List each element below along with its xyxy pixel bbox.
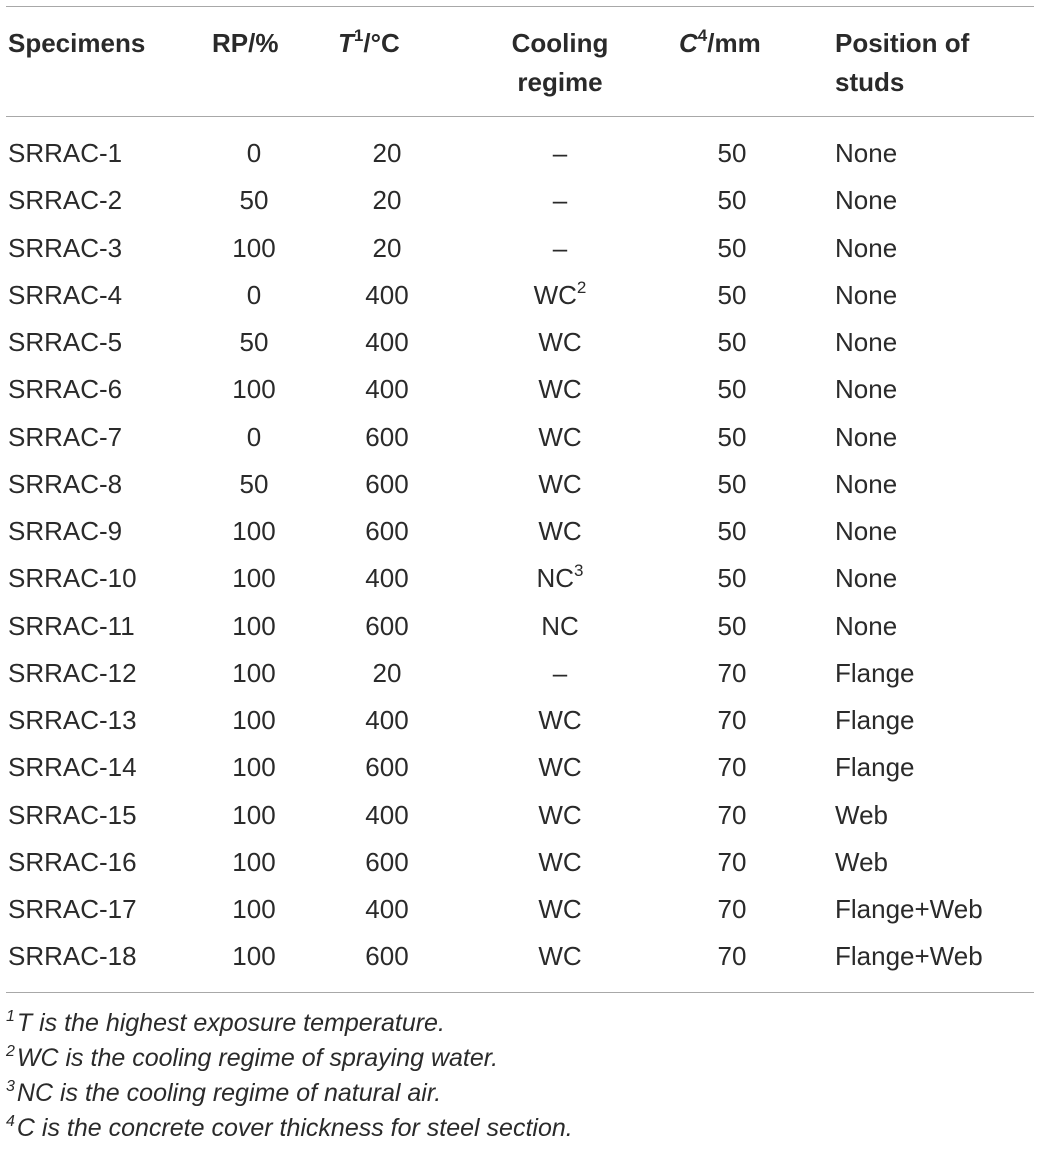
cell-specimen: SRRAC-8	[8, 468, 123, 499]
cell-rp: 100	[232, 232, 276, 263]
cell-specimen: SRRAC-15	[8, 799, 137, 830]
cell-specimen: SRRAC-13	[8, 705, 137, 735]
footnote	[6, 1042, 498, 1074]
cell-cooling-regime	[480, 275, 640, 315]
cell-position: None	[835, 232, 898, 263]
header-cover	[679, 24, 761, 63]
table-row	[0, 606, 1040, 646]
cell-temperature: 600	[365, 421, 409, 452]
header-cooling-line1: Cooling	[511, 28, 609, 58]
cell-rp: 100	[232, 516, 276, 546]
cell-rp: 100	[232, 610, 276, 641]
cell-position: Flange+Web	[835, 941, 983, 972]
cell-cooling-regime	[480, 417, 640, 457]
table-row	[0, 700, 1040, 740]
cell-cover: 70	[717, 941, 747, 972]
table-row	[0, 133, 1040, 173]
cell-cover: 50	[717, 327, 747, 357]
cell-position: None	[835, 421, 898, 452]
cell-cover: 50	[717, 374, 747, 405]
table-row	[0, 417, 1040, 457]
cell-specimen: SRRAC-11	[8, 610, 135, 641]
cell-cover: 50	[717, 563, 747, 594]
cell-rp: 100	[232, 705, 276, 735]
cell-cooling-regime	[480, 558, 640, 598]
cell-specimen: SRRAC-14	[8, 752, 137, 783]
cell-position: Flange	[835, 705, 915, 735]
footnote	[6, 1007, 445, 1039]
cell-cooling-value: WC	[538, 752, 582, 783]
cell-cooling-regime	[480, 889, 640, 929]
header-temperature-symbol: T	[338, 28, 354, 58]
table-top-rule	[6, 6, 1034, 7]
table-row	[0, 889, 1040, 929]
cell-specimen: SRRAC-17	[8, 894, 137, 924]
table-bottom-rule	[6, 992, 1034, 993]
cell-cover: 50	[717, 185, 747, 216]
footnote-mark: 2	[6, 1043, 15, 1060]
header-cover-unit: /mm	[707, 28, 761, 58]
table-row	[0, 653, 1040, 693]
cell-cooling-regime	[480, 511, 640, 551]
cell-cover: 70	[717, 894, 747, 924]
header-cooling-line2: regime	[517, 67, 603, 97]
header-specimens: Specimens	[8, 28, 146, 58]
cell-cooling-regime	[480, 606, 640, 646]
cell-rp: 0	[246, 421, 262, 452]
table-row	[0, 464, 1040, 504]
cell-cover: 50	[717, 138, 747, 168]
footnote-text: NC is the cooling regime of natural air.	[16, 1079, 442, 1107]
cell-cooling-value: WC	[538, 705, 582, 735]
cell-temperature: 20	[372, 185, 402, 216]
cell-temperature: 600	[365, 846, 409, 877]
cell-cover: 50	[717, 468, 747, 499]
cell-cooling-regime	[480, 322, 640, 362]
header-position-of-studs	[835, 24, 969, 102]
table-row	[0, 747, 1040, 787]
cell-rp: 100	[232, 799, 276, 830]
cell-specimen: SRRAC-5	[8, 327, 123, 357]
cell-position: Flange	[835, 752, 915, 783]
cell-rp: 50	[239, 327, 269, 357]
table-row	[0, 795, 1040, 835]
cell-cooling-value: –	[552, 185, 568, 216]
header-temperature	[338, 24, 400, 63]
cell-temperature: 20	[372, 232, 402, 263]
footnote	[6, 1112, 573, 1144]
cell-cooling-value: WC	[538, 846, 582, 877]
cell-cooling-regime	[480, 842, 640, 882]
cell-cooling-regime	[480, 700, 640, 740]
cell-rp: 50	[239, 185, 269, 216]
table-row	[0, 369, 1040, 409]
cell-cooling-value: NC	[536, 563, 575, 594]
table-row	[0, 228, 1040, 268]
cell-position: None	[835, 327, 898, 357]
cell-cooling-value: WC	[538, 421, 582, 452]
header-cover-symbol: C	[679, 28, 698, 58]
cell-cooling-regime	[480, 464, 640, 504]
cell-cooling-value: –	[552, 657, 568, 688]
cell-rp: 100	[232, 846, 276, 877]
cell-cover: 50	[717, 610, 747, 641]
cell-cooling-regime	[480, 936, 640, 976]
footnote-text: C is the concrete cover thickness for steel section.	[16, 1114, 573, 1142]
cell-temperature: 600	[365, 941, 409, 972]
cell-cooling-value: –	[552, 232, 568, 263]
cell-specimen: SRRAC-16	[8, 846, 137, 877]
header-position-line2: studs	[835, 67, 905, 97]
cell-cooling-footnote-mark: 3	[574, 561, 584, 581]
cell-temperature: 600	[365, 468, 409, 499]
cell-temperature: 20	[372, 138, 402, 168]
cell-cover: 70	[717, 752, 747, 783]
cell-cooling-value: NC	[541, 610, 579, 641]
cell-specimen: SRRAC-2	[8, 185, 123, 216]
cell-position: None	[835, 138, 898, 168]
cell-temperature: 400	[365, 327, 409, 357]
header-rp: RP/%	[212, 28, 279, 58]
cell-cover: 50	[717, 279, 747, 310]
cell-position: None	[835, 374, 898, 405]
cell-position: Web	[835, 799, 888, 830]
cell-temperature: 600	[365, 610, 409, 641]
cell-cover: 70	[717, 799, 747, 830]
cell-cooling-value: WC	[538, 894, 582, 924]
cell-cooling-regime	[480, 795, 640, 835]
cell-specimen: SRRAC-7	[8, 421, 123, 452]
cell-cooling-value: WC	[538, 374, 582, 405]
cell-cooling-value: WC	[538, 327, 582, 357]
cell-cooling-value: WC	[533, 279, 577, 310]
footnote-text: T is the highest exposure temperature.	[16, 1009, 445, 1037]
footnote-text: WC is the cooling regime of spraying water.	[16, 1044, 499, 1072]
cell-temperature: 400	[365, 705, 409, 735]
cell-cover: 50	[717, 232, 747, 263]
cell-rp: 100	[232, 563, 276, 594]
cell-temperature: 400	[365, 799, 409, 830]
footnote-mark: 4	[6, 1113, 15, 1130]
header-temperature-unit: /°C	[363, 28, 400, 58]
cell-temperature: 400	[365, 279, 409, 310]
cell-cooling-footnote-mark: 2	[576, 277, 587, 297]
cell-rp: 100	[232, 657, 276, 688]
cell-position: None	[835, 563, 898, 594]
cell-rp: 100	[232, 374, 276, 405]
cell-specimen: SRRAC-4	[8, 279, 123, 310]
table-row	[0, 322, 1040, 362]
cell-position: Flange	[835, 657, 915, 688]
footnote	[6, 1077, 441, 1109]
cell-position: None	[835, 610, 898, 641]
cell-cover: 50	[717, 516, 747, 546]
cell-cooling-value: –	[552, 138, 568, 168]
cell-cover: 70	[717, 657, 747, 688]
cell-temperature: 600	[365, 752, 409, 783]
cell-cooling-value: WC	[538, 516, 582, 546]
cell-rp: 100	[232, 941, 276, 972]
cell-cooling-regime	[480, 180, 640, 220]
footnote-mark: 3	[6, 1078, 15, 1095]
cell-cooling-regime	[480, 653, 640, 693]
cell-cooling-value: WC	[538, 941, 582, 972]
cell-specimen: SRRAC-3	[8, 232, 123, 263]
table-header-rule	[6, 116, 1034, 117]
cell-temperature: 400	[365, 374, 409, 405]
cell-specimen: SRRAC-10	[8, 563, 137, 594]
table-row	[0, 275, 1040, 315]
cell-cooling-regime	[480, 369, 640, 409]
cell-rp: 0	[246, 138, 262, 168]
cell-specimen: SRRAC-18	[8, 941, 137, 972]
cell-rp: 50	[239, 468, 269, 499]
table-row	[0, 180, 1040, 220]
cell-rp: 100	[232, 752, 276, 783]
cell-temperature: 20	[372, 657, 402, 688]
cell-position: None	[835, 279, 898, 310]
cell-cooling-value: WC	[538, 468, 582, 499]
cell-cooling-value: WC	[538, 799, 582, 830]
cell-specimen: SRRAC-6	[8, 374, 123, 405]
cell-position: None	[835, 185, 898, 216]
cell-rp: 0	[246, 279, 262, 310]
cell-position: Flange+Web	[835, 894, 983, 924]
footnote-mark: 1	[6, 1008, 15, 1025]
table-row	[0, 842, 1040, 882]
header-position-line1: Position of	[835, 28, 970, 58]
header-cover-footnote-mark: 4	[697, 26, 708, 45]
cell-cooling-regime	[480, 747, 640, 787]
cell-cooling-regime	[480, 133, 640, 173]
cell-temperature: 400	[365, 563, 409, 594]
header-cooling-regime	[480, 24, 640, 102]
cell-rp: 100	[232, 894, 276, 924]
table-row	[0, 936, 1040, 976]
table-row	[0, 511, 1040, 551]
cell-position: None	[835, 516, 898, 546]
table-row	[0, 558, 1040, 598]
cell-cover: 70	[717, 705, 747, 735]
cell-position: Web	[835, 846, 888, 877]
cell-cover: 50	[717, 421, 747, 452]
cell-specimen: SRRAC-9	[8, 516, 123, 546]
cell-temperature: 400	[365, 894, 409, 924]
cell-specimen: SRRAC-12	[8, 657, 137, 688]
cell-specimen: SRRAC-1	[8, 138, 123, 168]
cell-position: None	[835, 468, 898, 499]
cell-cooling-regime	[480, 228, 640, 268]
cell-cover: 70	[717, 846, 747, 877]
header-temperature-footnote-mark: 1	[353, 26, 364, 45]
cell-temperature: 600	[365, 516, 409, 546]
